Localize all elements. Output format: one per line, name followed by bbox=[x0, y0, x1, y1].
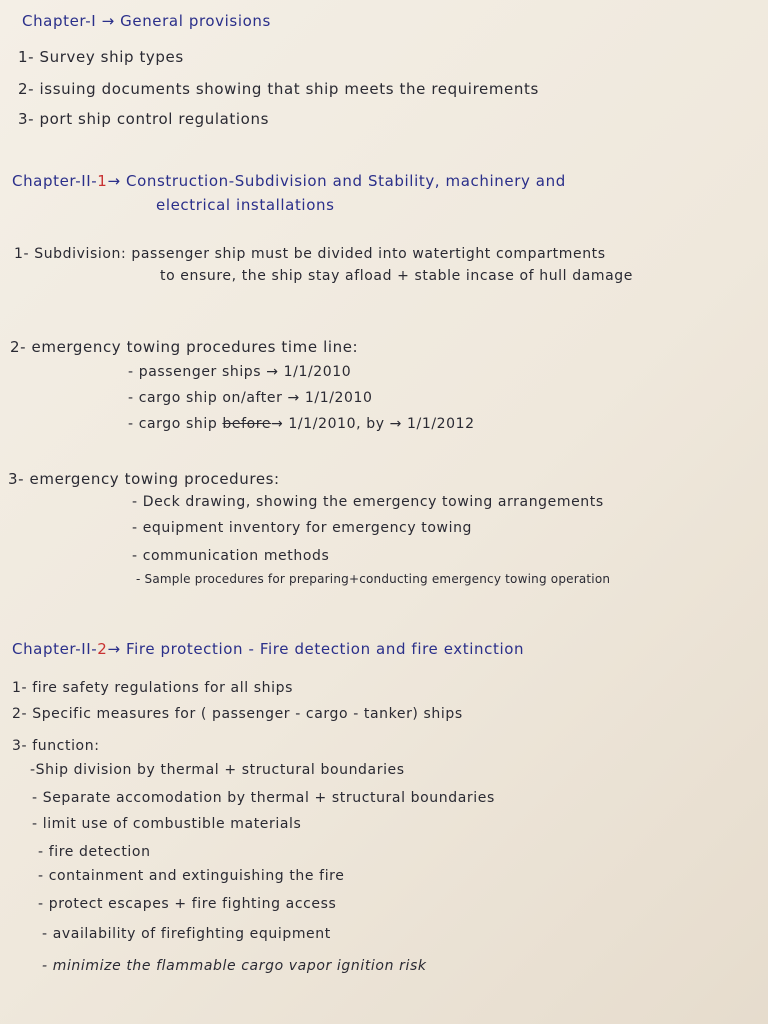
chapter-2-1-heading-line2: electrical installations bbox=[156, 196, 335, 214]
timeline-item bbox=[128, 416, 475, 432]
chapter-1-item: 3- port ship control regulations bbox=[18, 110, 269, 128]
chapter-2-2-item: 1- fire safety regulations for all ships bbox=[12, 680, 293, 696]
chapter-2-2-heading bbox=[12, 640, 524, 658]
function-item: -Ship division by thermal + structural boundaries bbox=[30, 762, 405, 778]
chapter-1-heading: Chapter-I → General provisions bbox=[22, 12, 271, 30]
timeline-item-rest: → 1/1/2010, by → 1/1/2012 bbox=[271, 416, 475, 432]
chapter-2-1-heading bbox=[12, 172, 566, 190]
timeline-item: - passenger ships → 1/1/2010 bbox=[128, 364, 352, 380]
function-item: - fire detection bbox=[38, 844, 151, 860]
function-item: - Separate accomodation by thermal + structural boundaries bbox=[32, 790, 495, 806]
chapter-1-item: 2- issuing documents showing that ship meets the requirements bbox=[18, 80, 539, 98]
procedure-item: - equipment inventory for emergency towing bbox=[132, 520, 473, 536]
procedure-item: - communication methods bbox=[132, 548, 330, 564]
function-item: - minimize the flammable cargo vapor ignition risk bbox=[42, 958, 427, 974]
subdivision-text: 1- Subdivision: passenger ship must be divided into watertight compartments bbox=[14, 246, 606, 262]
chapter-1-item: 1- Survey ship types bbox=[18, 48, 184, 66]
chapter-heading-number: 2 bbox=[97, 640, 108, 658]
chapter-heading-rest: → Construction-Subdivision and Stability, machinery and bbox=[107, 172, 566, 190]
function-item: - containment and extinguishing the fire bbox=[38, 868, 345, 884]
function-item: - limit use of combustible materials bbox=[32, 816, 302, 832]
procedure-item: - Deck drawing, showing the emergency towing arrangements bbox=[132, 494, 604, 510]
subdivision-text: to ensure, the ship stay afload + stable incase of hull damage bbox=[160, 268, 633, 284]
chapter-2-2-item: 3- function: bbox=[12, 738, 100, 754]
timeline-item-prefix: - cargo ship bbox=[128, 416, 223, 432]
chapter-heading-prefix: Chapter-II- bbox=[12, 172, 98, 190]
timeline-item: - cargo ship on/after → 1/1/2010 bbox=[128, 390, 373, 406]
chapter-heading-number: 1 bbox=[97, 172, 108, 190]
function-item: - protect escapes + fire fighting access bbox=[38, 896, 337, 912]
procedure-item: - Sample procedures for preparing+conducting emergency towing operation bbox=[136, 572, 611, 586]
timeline-item-struck: before bbox=[222, 416, 272, 432]
function-item: - availability of firefighting equipment bbox=[42, 926, 331, 942]
towing-timeline-title: 2- emergency towing procedures time line: bbox=[10, 338, 359, 356]
chapter-heading-prefix: Chapter-II- bbox=[12, 640, 98, 658]
towing-procedures-title: 3- emergency towing procedures: bbox=[8, 470, 280, 488]
chapter-2-2-item: 2- Specific measures for ( passenger - cargo - tanker) ships bbox=[12, 706, 463, 722]
chapter-heading-rest: → Fire protection - Fire detection and fire extinction bbox=[107, 640, 525, 658]
